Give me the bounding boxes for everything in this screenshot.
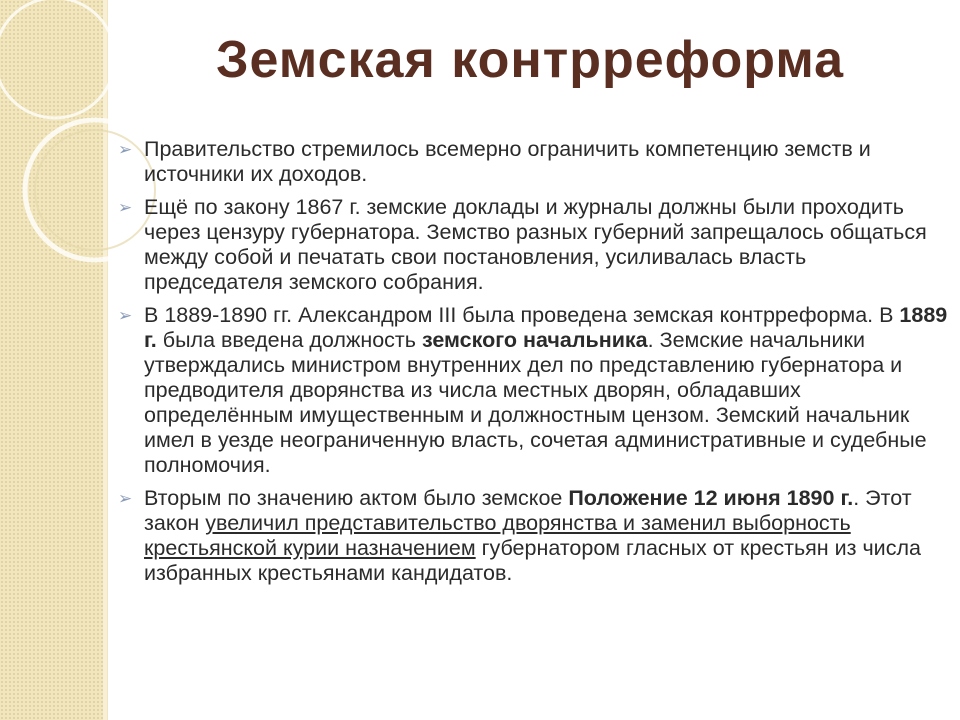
bullet-text: . Земские начальники утверждались министром внутренних дел по представлению губернатора и предводителя дворянства из числа местных дворян, обладавших определённым имущественным и должностным цензом. Земский начальник имел в уезде неограниченную власть, сочетая административные и судебные полномочия. (144, 328, 927, 477)
bullet-list (118, 137, 948, 594)
bullet-text-bold: земского начальника (421, 328, 648, 352)
bullet-text: Вторым по значению актом было земское (144, 486, 569, 510)
arrow-right-icon: ➢ (118, 306, 133, 325)
bullet-text: Ещё по закону 1867 г. земские доклады и журналы должны были проходить через цензуру губернатора. Земство разных губерний запрещалось общаться между собой и печатать свои постановления, усиливалась власть председателя земского собрания. (144, 195, 927, 294)
list-item (118, 303, 948, 478)
list-item (118, 195, 948, 295)
bullet-text-bold: 1889 г. (144, 303, 948, 352)
list-item (118, 486, 948, 586)
bullet-text: В 1889-1890 гг. Александром III была проведена земская контрреформа. В (144, 303, 900, 327)
bullet-text: . Этот закон (144, 486, 912, 535)
arrow-right-icon: ➢ (118, 489, 133, 508)
bullet-text: Правительство стремилось всемерно ограничить компетенцию земств и источники их доходов. (144, 137, 871, 186)
arrow-right-icon: ➢ (118, 140, 133, 159)
arrow-right-icon: ➢ (118, 198, 133, 217)
bullet-text-underlined: увеличил представительство дворянства и заменил выборность крестьянской курии назначением (144, 511, 851, 560)
bullet-text: губернатором гласных от крестьян из числа избранных крестьянами кандидатов. (144, 536, 921, 585)
slide-title: Земская контрреформа (215, 31, 845, 89)
bullet-text-bold: Положение 12 июня 1890 г. (568, 486, 854, 510)
bullet-text: была введена должность (156, 328, 422, 352)
list-item (118, 137, 948, 187)
